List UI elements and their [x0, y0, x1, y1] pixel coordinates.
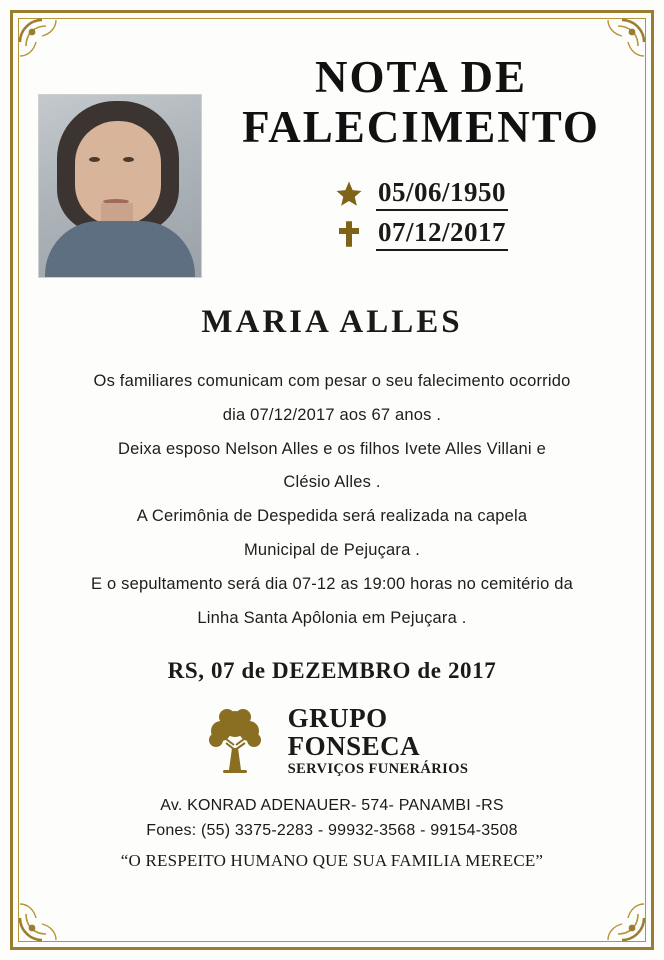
slogan: “O RESPEITO HUMANO QUE SUA FAMILIA MERECE”: [120, 850, 544, 870]
address-line: Av. KONRAD ADENAUER- 574- PANAMBI -RS: [160, 796, 504, 814]
cross-icon: [334, 219, 364, 249]
body-line: Municipal de Pejuçara .: [243, 541, 421, 560]
deceased-name: MARIA ALLES: [201, 304, 463, 340]
photo-eye-left: [89, 157, 100, 162]
funeral-home-logo: [28, 700, 636, 783]
star-icon: [334, 179, 364, 209]
photo-eye-right: [123, 157, 134, 162]
footer-section: [28, 797, 636, 871]
portrait-photo: [38, 94, 202, 278]
title-line-2: FALECIMENTO: [242, 102, 600, 153]
card-content: [28, 26, 636, 934]
body-line: Deixa esposo Nelson Alles e os filhos Ivete Alles Villani e: [118, 439, 546, 458]
birth-date: 05/06/1950: [376, 177, 508, 211]
title-block: [202, 34, 636, 257]
body-line: A Cerimônia de Despedida será realizada na capela: [136, 507, 528, 526]
body-line: Os familiares comunicam com pesar o seu falecimento ocorrido: [93, 372, 571, 390]
header-section: [28, 26, 636, 278]
logo-text: [288, 705, 469, 777]
body-line: Clésio Alles .: [283, 473, 381, 492]
body-line: Linha Santa Apôlonia em Pejuçara .: [197, 608, 467, 627]
birth-date-row: [334, 177, 508, 211]
phones-line: Fones: (55) 3375-2283 - 99932-3568 - 99154-3508: [146, 821, 518, 839]
place-and-date: RS, 07 de DEZEMBRO de 2017: [167, 657, 497, 683]
body-line: dia 07/12/2017 aos 67 anos .: [222, 405, 442, 424]
obituary-body: [28, 365, 636, 636]
body-line: E o sepultamento será dia 07-12 as 19:00 horas no cemitério da: [90, 574, 574, 593]
death-date-row: [334, 217, 508, 251]
death-date: 07/12/2017: [376, 217, 508, 251]
life-dates: [334, 171, 508, 257]
title-line-1: NOTA DE: [315, 52, 527, 102]
logo-line-3: SERVIÇOS FUNERÁRIOS: [287, 761, 469, 778]
page-title: [206, 52, 636, 153]
logo-line-2: FONSECA: [287, 730, 421, 761]
tree-icon: [196, 700, 274, 783]
logo-line-1: GRUPO: [287, 703, 388, 734]
